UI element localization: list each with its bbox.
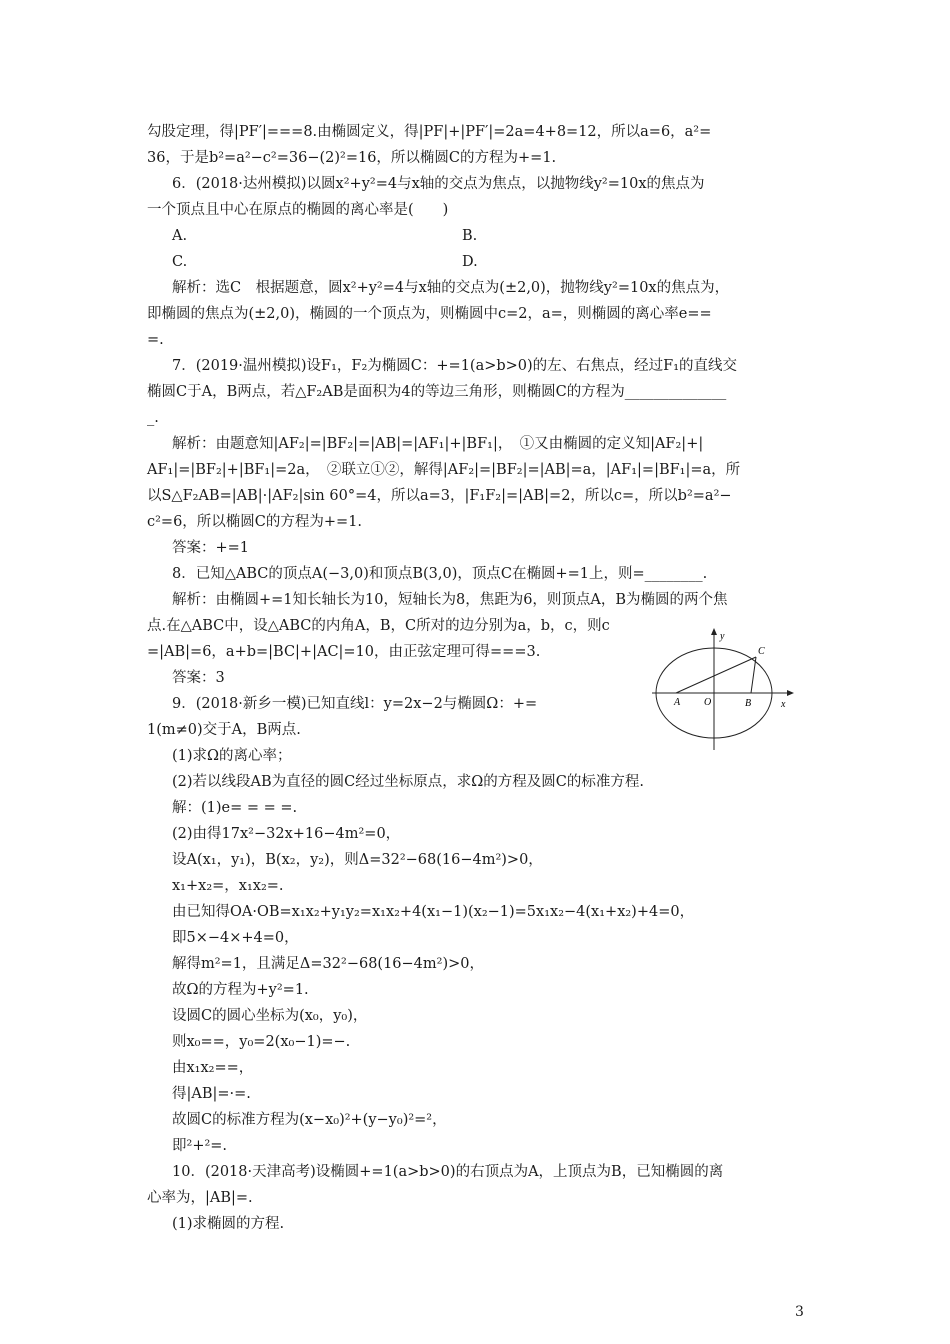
text-line: 36，于是b²=a²−c²=36−(2)²=16，所以椭圆C的方程为+=1.: [147, 150, 557, 166]
text-line: 椭圆C于A，B两点，若△F₂AB是面积为4的等边三角形，则椭圆C的方程为______________: [147, 384, 727, 400]
label-c: C: [758, 646, 765, 657]
answer-line: 答案：+=1: [172, 540, 250, 556]
y-axis-arrow: [711, 628, 717, 635]
text-line: =|AB|=6，a+b=|BC|+|AC|=10，由正弦定理可得===3.: [147, 644, 541, 660]
text-line: 解析：由题意知|AF₂|=|BF₂|=|AB|=|AF₁|+|BF₁|， ①又由椭圆的定义知|AF₂|+|: [172, 436, 704, 452]
option-a: A.: [172, 228, 188, 244]
text-line: (2)若以线段AB为直径的圆C经过坐标原点，求Ω的方程及圆C的标准方程.: [172, 774, 644, 790]
text-line: 6．(2018·达州模拟)以圆x²+y²=4与x轴的交点为焦点，以抛物线y²=10x的焦点为: [172, 176, 705, 192]
text-line: 设圆C的圆心坐标为(x₀，y₀)，: [172, 1008, 368, 1024]
text-line: 一个顶点且中心在原点的椭圆的离心率是( ): [147, 202, 449, 218]
page-number: 3: [795, 1304, 804, 1320]
text-line: 解析：由椭圆+=1知长轴长为10，短轴长为8，焦距为6，则顶点A，B为椭圆的两个焦: [172, 592, 728, 608]
text-line: c²=6，所以椭圆C的方程为+=1.: [147, 514, 363, 530]
side-ac: [676, 657, 756, 693]
text-line: 故圆C的标准方程为(x−x₀)²+(y−y₀)²=²，: [172, 1112, 447, 1128]
label-a: A: [674, 697, 681, 708]
label-y: y: [720, 631, 725, 642]
text-line: 即²+²=.: [172, 1138, 228, 1154]
text-line: 点.在△ABC中，设△ABC的内角A，B，C所对的边分别为a，b，c，则c: [147, 618, 610, 634]
text-line: 7．(2019·温州模拟)设F₁，F₂为椭圆C：+=1(a>b>0)的左、右焦点，经过F₁的直线交: [172, 358, 738, 374]
text-line: 心率为，|AB|=.: [147, 1190, 253, 1206]
text-line: 解析：选C 根据题意，圆x²+y²=4与x轴的交点为(±2,0)，抛物线y²=10x的焦点为，: [172, 280, 730, 296]
answer-line: 答案：3: [172, 670, 225, 686]
text-line: =.: [147, 332, 164, 348]
text-line: (1)求椭圆的方程.: [172, 1216, 285, 1232]
text-line: 故Ω的方程为+y²=1.: [172, 982, 309, 998]
text-line: AF₁|=|BF₂|+|BF₁|=2a， ②联立①②，解得|AF₂|=|BF₂|=|AB|=a，|AF₁|=|BF₁|=a，所: [147, 462, 741, 478]
text-line: 由已知得OA·OB=x₁x₂+y₁y₂=x₁x₂+4(x₁−1)(x₂−1)=5x₁x₂−4(x₁+x₂)+4=0，: [172, 904, 695, 920]
text-line: 8．已知△ABC的顶点A(−3,0)和顶点B(3,0)，顶点C在椭圆+=1上，则=________.: [172, 566, 708, 582]
text-line: 以S△F₂AB=|AB|·|AF₂|sin 60°=4，所以a=3，|F₁F₂|=|AB|=2，所以c=，所以b²=a²−: [147, 488, 732, 504]
text-line: 解：(1)e= = = =.: [172, 800, 298, 816]
text-line: 9．(2018·新乡一模)已知直线l：y=2x−2与椭圆Ω：+=: [172, 696, 538, 712]
text-line: 则x₀==，y₀=2(x₀−1)=−.: [172, 1034, 351, 1050]
label-b: B: [745, 698, 752, 709]
text-line: 由x₁x₂==，: [172, 1060, 254, 1076]
x-axis-arrow: [787, 690, 794, 696]
text-line: 勾股定理，得|PF′|===8.由椭圆定义，得|PF|+|PF′|=2a=4+8=12，所以a=6，a²=: [147, 124, 712, 140]
text-line: 得|AB|=·=.: [172, 1086, 251, 1102]
text-line: 1(m≠0)交于A，B两点.: [147, 722, 301, 738]
text-line: 设A(x₁，y₁)，B(x₂，y₂)，则Δ=32²−68(16−4m²)>0，: [172, 852, 543, 868]
text-line: (1)求Ω的离心率；: [172, 748, 292, 764]
option-b: B.: [462, 228, 478, 244]
text-line: 10．(2018·天津高考)设椭圆+=1(a>b>0)的右顶点为A，上顶点为B，已知椭圆的离: [172, 1164, 724, 1180]
text-line: 即5×−4×+4=0，: [172, 930, 299, 946]
side-bc: [751, 657, 756, 693]
label-x: x: [781, 699, 786, 710]
label-o: O: [704, 697, 712, 708]
text-line: _.: [147, 410, 159, 426]
text-line: x₁+x₂=，x₁x₂=.: [172, 878, 284, 894]
option-d: D.: [462, 254, 478, 270]
text-line: 即椭圆的焦点为(±2,0)，椭圆的一个顶点为，则椭圆中c=2，a=，则椭圆的离心率e==: [147, 306, 712, 322]
text-line: 解得m²=1，且满足Δ=32²−68(16−4m²)>0，: [172, 956, 484, 972]
ellipse-figure: [650, 625, 800, 755]
option-c: C.: [172, 254, 188, 270]
text-line: (2)由得17x²−32x+16−4m²=0，: [172, 826, 401, 842]
